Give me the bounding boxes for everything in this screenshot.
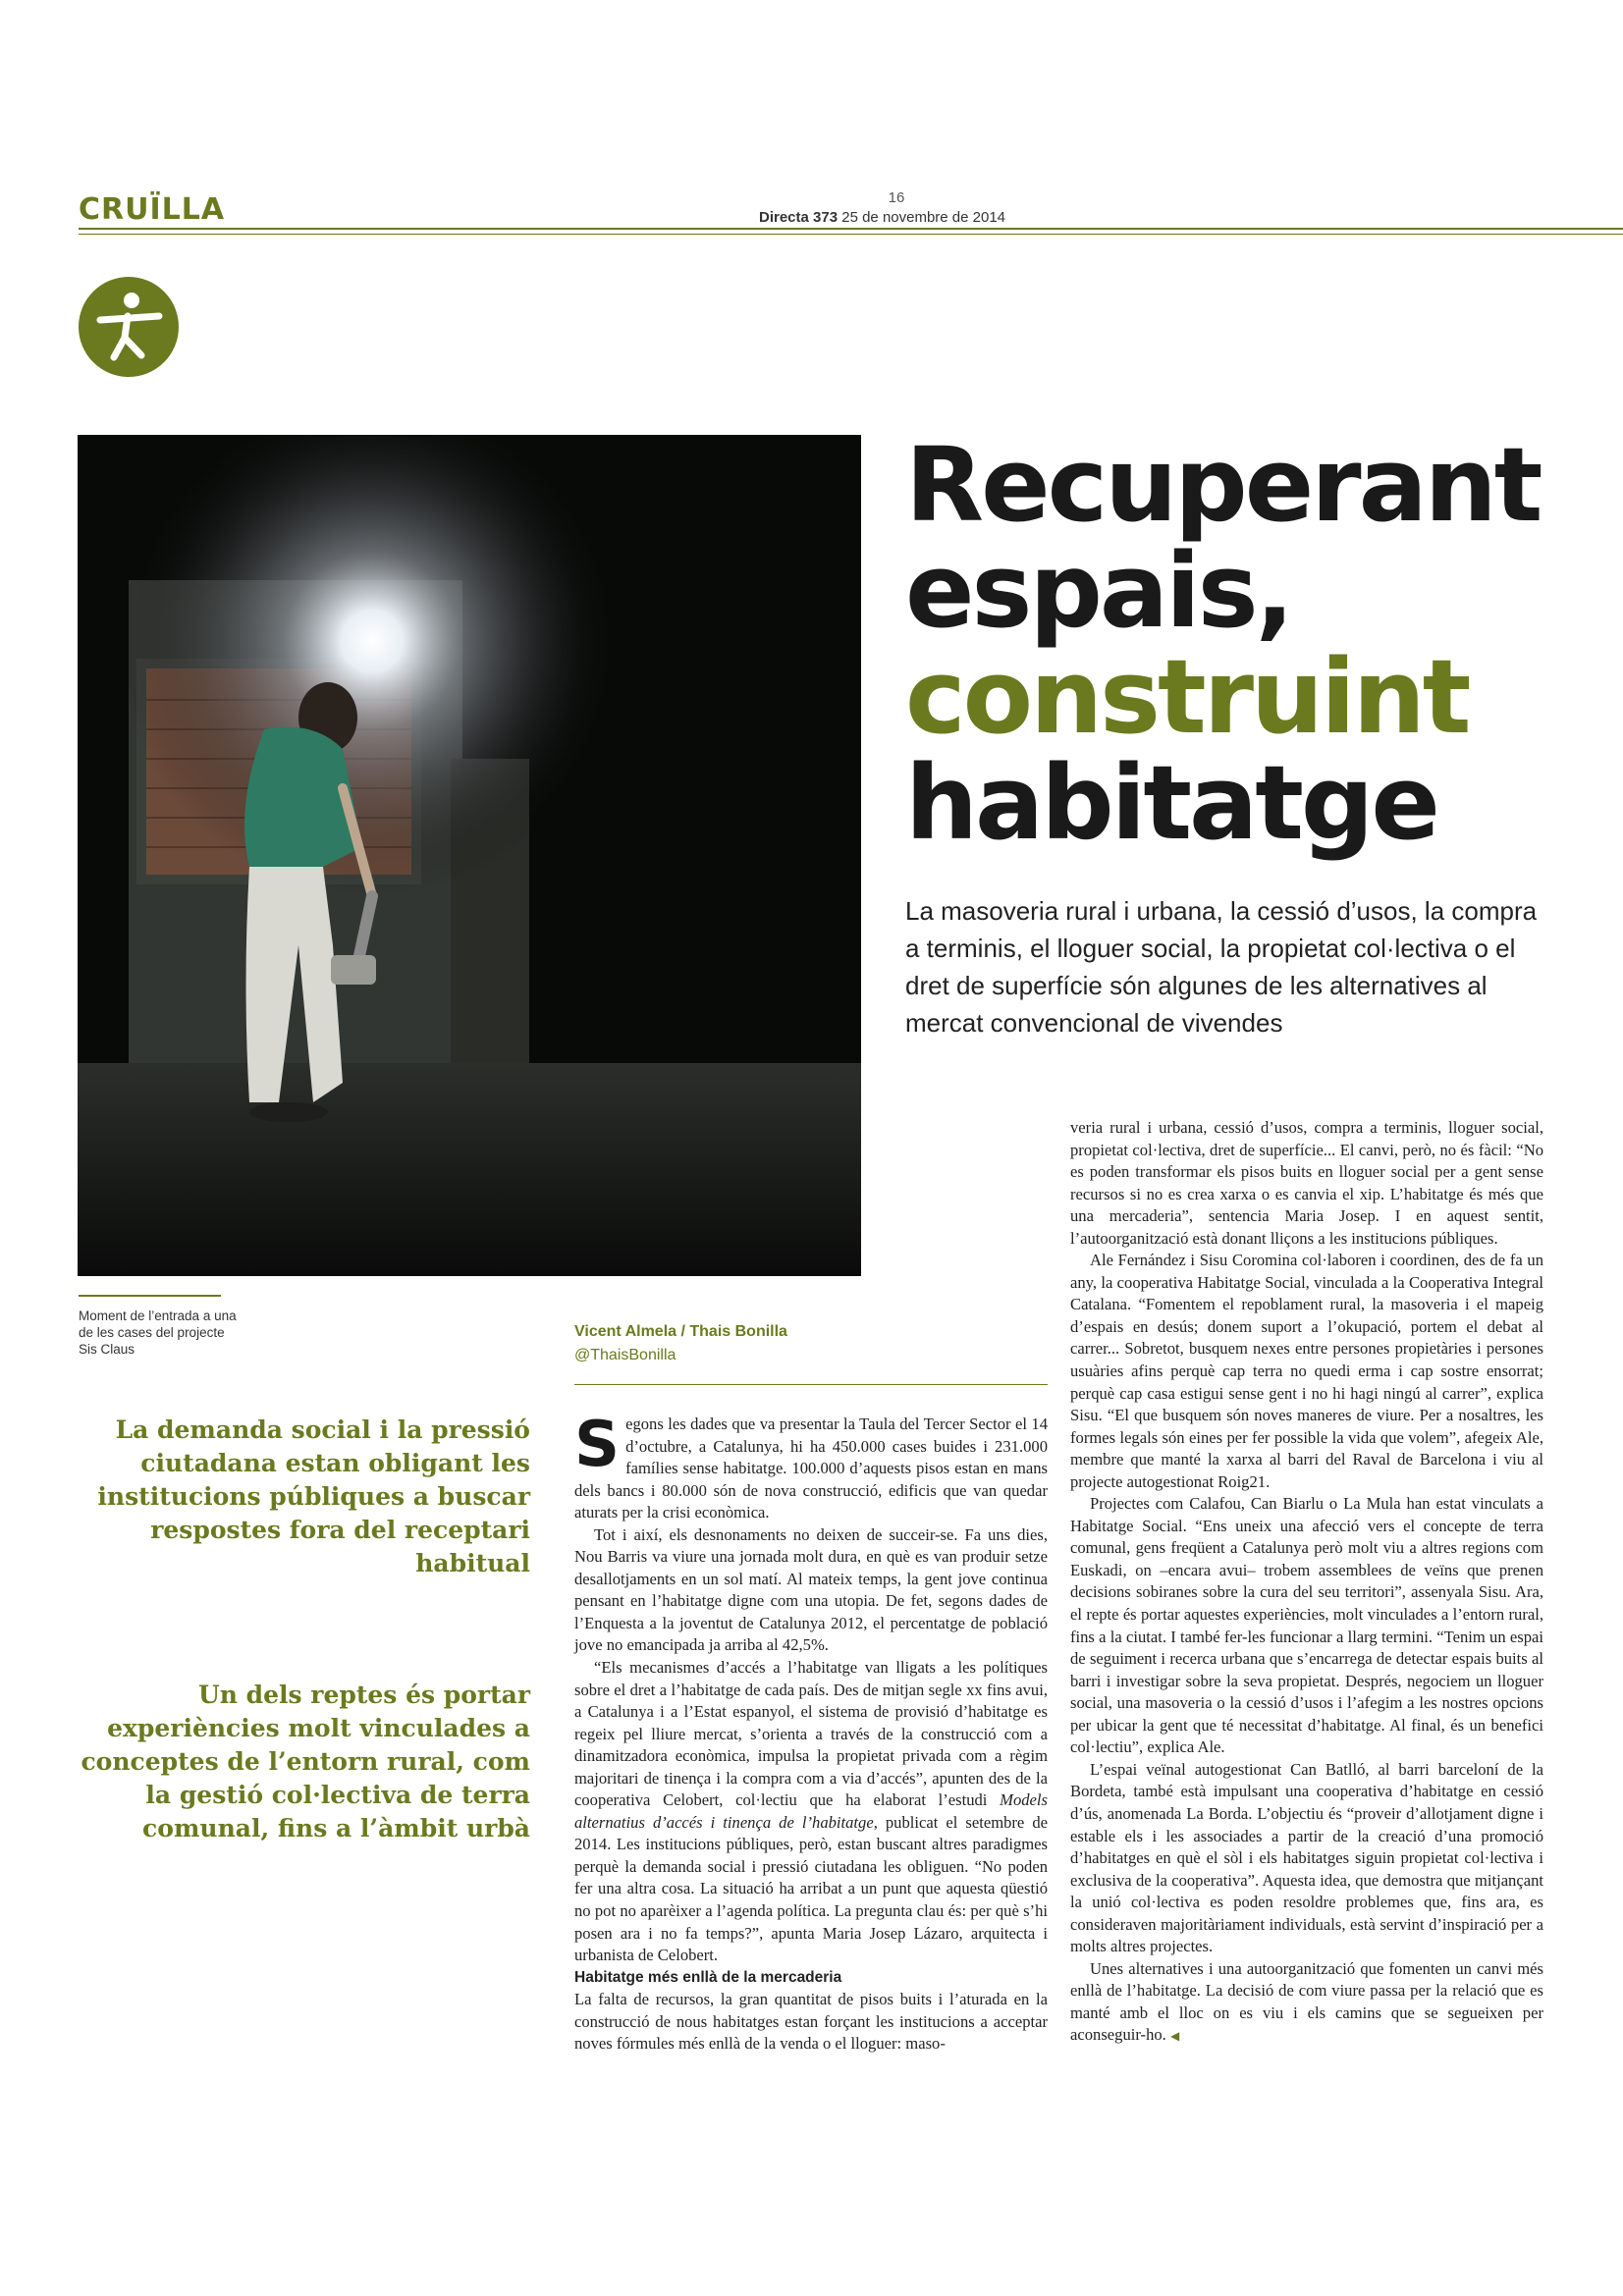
paragraph: La falta de recursos, la gran quantitat de pisos buits i l’aturada en la construcció de nous habitatges estan forçant les institucions a acceptar noves fórmules més enllà de la venda o el lloguer: maso- — [574, 1990, 1048, 2054]
headline — [905, 425, 1612, 863]
headline-line-2: espais, — [905, 531, 1292, 651]
paragraph — [574, 1409, 1048, 1524]
paragraph: Projectes com Calafou, Can Biarlu o La Mula han estat vinculats a Habitatge Social. “Ens uneix una afecció vers el concepte de terra comunal, gens freqüent a Catalunya però molt viu a altres regions com Euskadi, on –encara avui– trobem assemblees de veïns que prenen decisions sobiranes sobre la cura del seu territori”, assenyala Sisu. Ara, el repte és portar aquestes experiències, molt vinculades a l’entorn rural, fins a la ciutat. I també fer-les funcionar a llarg termini. “Tenim un espai de seguiment i recerca urbana que s’encarrega de detectar espais buits al barri i investigar sobre la seva propietat. Després, negociem un lloguer social, una masoveria o la cessió d’usos i l’afegim a les nostres opcions per ubicar la gent que té necessitat d’habitatge. Al final, és un benefici col·lectiu”, explica Ale. — [1070, 1494, 1543, 1757]
paragraph: veria rural i urbana, cessió d’usos, compra a terminis, lloguer social, propietat col·lectiva, dret de superfície... El canvi, però, no és fàcil: “No es poden transformar els pisos buits en lloguer social per a gent sense recursos si no es crea xarxa o es canvia el xip. L’habitatge és més que una mercaderia”, sentencia Maria Josep. I en aquest sentit, l’autoorganització està donant lliçons a les institucions públiques. — [1070, 1118, 1543, 1248]
subheading: Habitatge més enllà de la mercaderia — [574, 1968, 842, 1986]
paragraph — [574, 1657, 1048, 1967]
photo-caption: Moment de l’entrada a una de les cases del projecte Sis Claus — [79, 1308, 237, 1357]
byline-rule — [574, 1384, 1048, 1385]
issue-info — [759, 209, 1005, 226]
paragraph-text: “Els mecanismes d’accés a l’habitatge van lligats a les polítiques sobre el dret a l’habitatge de cada país. Des de mitjan segle xx fins avui, a Catalunya i a l’Estat espanyol, el sistema de provisió d’habitatge es regeix pel lliure mercat, s’orienta a través de la construcció com a dinamitzadora econòmica, impulsa la propietat privada com a règim majoritari de tinença i la compra com a via d’accés”, apunten des de la cooperativa Celobert, col·lectiu que ha elaborat l’estudi — [574, 1658, 1048, 1810]
article-photo — [78, 435, 861, 1276]
headline-line-1: Recuperant — [905, 425, 1541, 545]
body-column-1 — [574, 1409, 1048, 2056]
paragraph-text: , publicat el setembre de 2014. Les institucions públiques, però, estan buscant altres paradigmes perquè la demanda social i pressió ciutadana les obliguen. “No poden fer una altra cosa. La situació ha arribat a un punt que aquesta qüestió no pot no aparèixer a l’agenda política. La pregunta clau és: per què s’hi posen ara i no fa temps?”, apunta Maria Josep Lázaro, arquitecta i urbanista de Celobert. — [574, 1812, 1048, 1965]
headline-line-3: construint — [905, 637, 1469, 757]
paragraph: Ale Fernández i Sisu Coromina col·laboren i coordinen, des de fa un any, la cooperativa Habitatge Social, vinculada a la Cooperativa Integral Catalana. “Fomentem el repoblament rural, la masoveria i el mapeig d’espais en desús; donem suport a l’okupació, portem el debat al carrer... Sobretot, busquem nexes entre persones propietàries i persones usuàries afins perquè cap terra no quedi erma i cap sostre ensorrat; perquè cap casa estigui sense gent i no hi hagi ningú al carrer”, explica Sisu. “El que busquem són noves maneres de viure. Per a nosaltres, les formes legals són eines per fer possible la vida que volem”, afegeix Ale, membre que manté la xarxa al barri del Raval de Barcelona i viu al projecte autogestionat Roig21. — [1070, 1251, 1543, 1491]
pull-quote-2: Un dels reptes és portar experiències molt vinculades a conceptes de l’entorn rural, com la gestió col·lectiva de terra comunal, fins a l’àmbit urbà — [81, 1681, 530, 1842]
issue-date: 25 de novembre de 2014 — [841, 209, 1006, 226]
paragraph-text: egons les dades que va presentar la Taula del Tercer Sector el 14 d’octubre, a Catalunya, hi ha 450.000 cases buides i 231.000 famílies sense habitatge. 100.000 d’aquests pisos estan en mans dels bancs i 80.000 són de nova construcció, edificis que van quedar aturats per la crisi econòmica. — [574, 1415, 1048, 1522]
paragraph-text: Unes alternatives i una autoorganització que fomenten un canvi més enllà de l’habitatge. La decisió de com viure passa per la relació que es manté amb el lloc on es viu i els camins que se segueixen per aconseguir-ho. — [1070, 1958, 1543, 2045]
paragraph — [1070, 1958, 1543, 2048]
byline: Vicent Almela / Thais Bonilla — [574, 1323, 787, 1340]
header-rule — [79, 228, 1623, 230]
paragraph: L’espai veïnal autogestionat Can Batlló, al barri barceloní de la Bordeta, també està impulsant una cooperativa d’habitatge en cessió d’ús, anomenada La Borda. L’objectiu és “proveir d’allotjament digne i estable els i les associades a partir de la creació d’una promoció d’habitatges en què el sòl i els habitatges siguin propietat col·lectiva i exclusiva de la cooperativa”. Aquesta idea, que demostra que mitjançant la unió col·lectiva es poden resoldre problemes que, fins ara, es consideraven majoritàriament individuals, està servint d’inspiració per a molts altres projectes. — [1070, 1759, 1543, 1956]
publication-name: Directa 373 — [759, 209, 839, 226]
standfirst: La masoveria rural i urbana, la cessió d’usos, la compra a terminis, el lloguer social, la propietat col·lectiva o el dret de superfície són algunes de les alternatives al mercat convencional de vivendes — [905, 896, 1538, 1038]
study-title: Models alternatius d’accés i tinença de l’habitatge — [574, 1790, 1048, 1832]
header-rule-thin — [79, 234, 1623, 235]
headline-line-4: habitatge — [905, 743, 1437, 863]
section-name: CRUÏLLA — [79, 192, 226, 227]
stick-figure-icon — [79, 277, 179, 377]
page-number: 16 — [888, 189, 905, 206]
drop-cap: S — [574, 1409, 621, 1481]
paragraph: Tot i així, els desnonaments no deixen de succeir-se. Fa uns dies, Nou Barris va viure una jornada molt dura, en què es van produir setze desallotjaments en un sol matí. Al mateix temps, la gent jove continua pensant en l’habitatge digne com una utopia. De fet, segons dades de l’Enquesta a la joventut de Catalunya 2012, el percentatge de població jove no emancipada ja arriba al 42,5%. — [574, 1524, 1048, 1655]
caption-rule — [79, 1295, 221, 1297]
body-column-2 — [1070, 1117, 1543, 2048]
triangle-left-icon: ◀ — [1169, 2029, 1180, 2044]
section-logo — [79, 277, 179, 377]
pull-quote-1: La demanda social i la pressió ciutadana estan obligant les institucions públiques a buscar respostes fora del receptari habitual — [97, 1415, 530, 1577]
author-handle[interactable]: @ThaisBonilla — [574, 1347, 676, 1363]
